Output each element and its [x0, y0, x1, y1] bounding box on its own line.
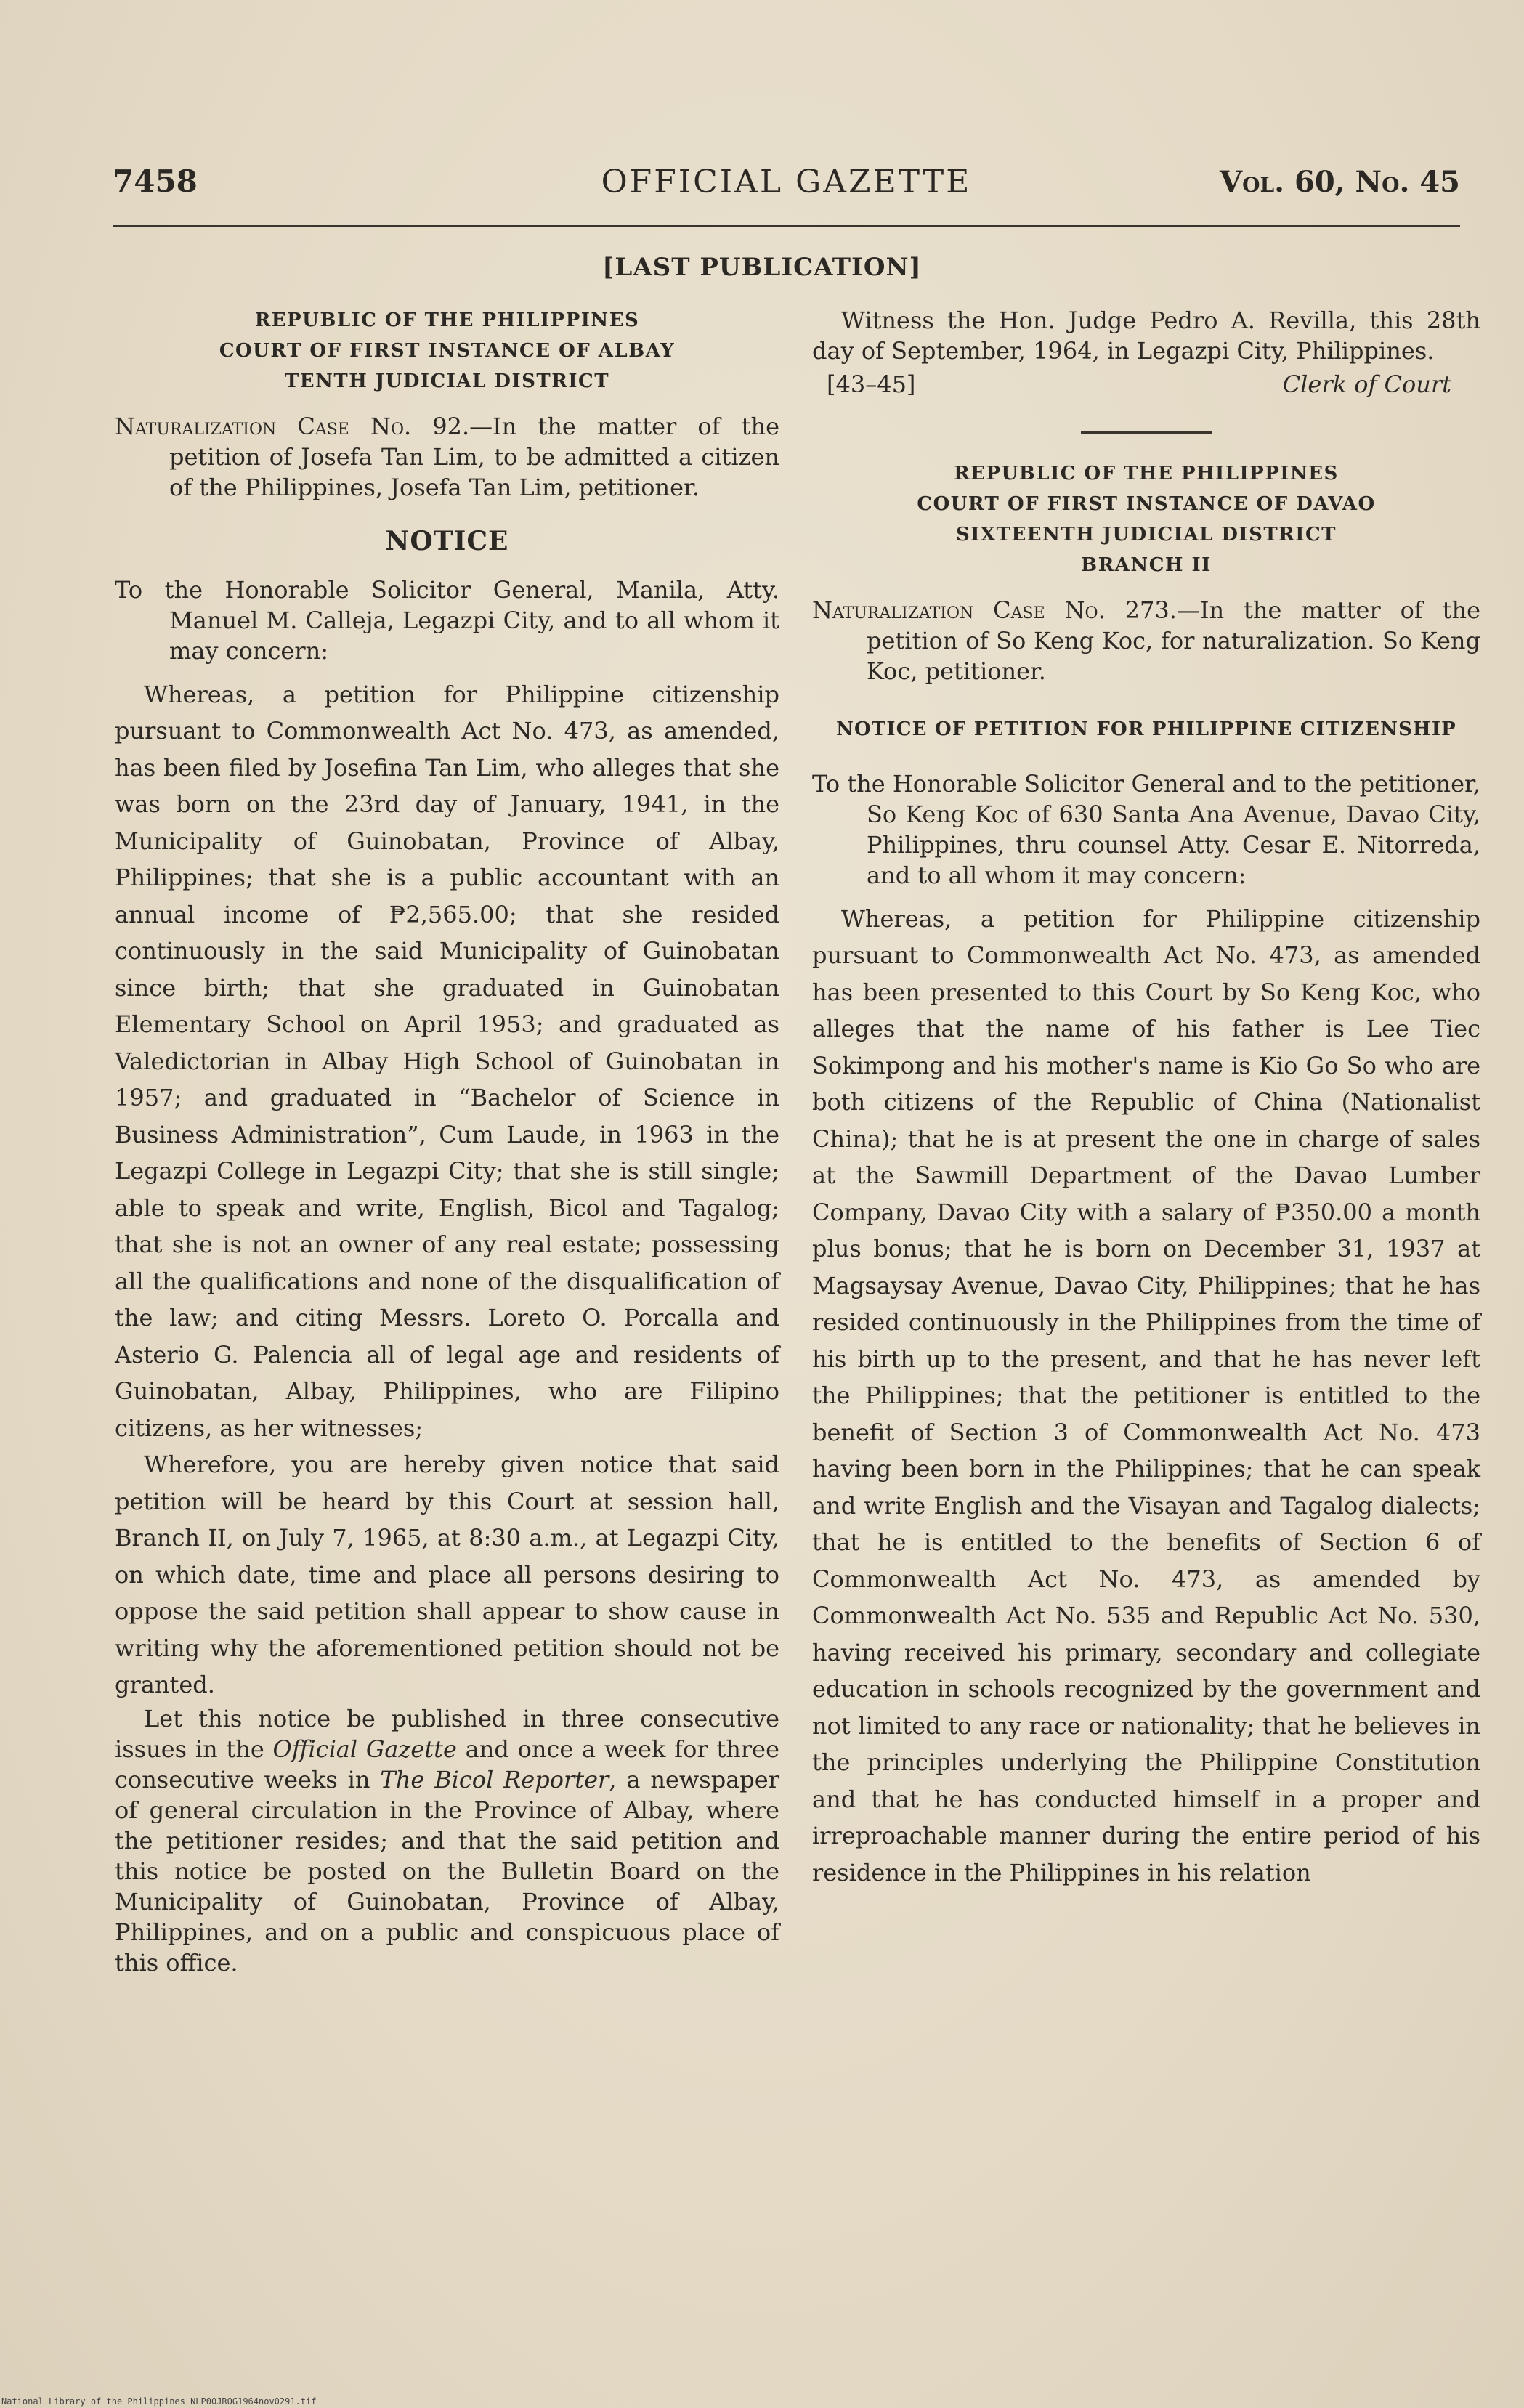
publication-ref: [43–45] [827, 370, 916, 398]
addressees: To the Honorable Solicitor General, Manila, Atty. Manuel M. Calleja, Legazpi City, and to all whom it may concern: [115, 575, 779, 665]
last-publication-label: [LAST PUBLICATION] [602, 253, 922, 282]
right-column [812, 305, 1480, 1891]
wherefore-paragraph: Wherefore, you are hereby given notice that said petition will be heard by this Court at session hall, Branch II, on July 7, 1965, at 8:30 a.m., at Legazpi City, on which date, time and place all persons desiring to oppose the said petition shall appear to show cause in writing why the aforementioned petition should not be granted. [115, 1451, 779, 1698]
notice-heading: NOTICE [385, 526, 509, 556]
header-rule [113, 225, 1460, 227]
section-divider [1081, 431, 1212, 434]
left-column [115, 305, 779, 1978]
clerk-signature: Clerk of Court [1282, 370, 1451, 398]
case-text: —In the matter of the petition of So Keng Koc, for naturalization. So Keng Koc, petitioner. [867, 596, 1481, 685]
italic-title: The Bicol Reporter [380, 1765, 609, 1793]
notice-heading: NOTICE OF PETITION FOR PHILIPPINE CITIZENSHIP [836, 718, 1456, 740]
court-line: BRANCH II [1081, 554, 1212, 576]
case-text: —In the matter of the petition of Josefa Tan Lim, to be admitted a citizen of the Philippines, Josefa Tan Lim, petitioner. [169, 413, 780, 501]
case-caption [115, 411, 779, 503]
court-heading-davao [812, 458, 1480, 580]
text-segment: and once a week for three consecutive weeks in [115, 1735, 780, 1793]
scan-footer: National Library of the Philippines NLP00JROG1964nov0291.tif [1, 2396, 317, 2407]
page-number: 7458 [113, 163, 198, 199]
case-label: Naturalization Case No. 273. [812, 596, 1177, 624]
court-heading-albay [115, 305, 779, 397]
volume-number: Vol. 60, No. 45 [1220, 165, 1460, 199]
case-label: Naturalization Case No. 92. [115, 413, 470, 440]
addressees: To the Honorable Solicitor General and to the petitioner, So Keng Koc of 630 Santa Ana Avenue, Davao City, Philippines, thru counsel Atty. Cesar E. Nitorreda, and to all whom it may concern: [812, 769, 1480, 889]
court-line: REPUBLIC OF THE PHILIPPINES [254, 309, 640, 331]
text-segment: , a newspaper of general circulation in the Province of Albay, where the petitioner resides; and that the said petition and this notice be posted on the Bulletin Board on the Municipality of Guinobatan, Province of Albay, Philippines, and on a public and conspicuous place of this office. [115, 1765, 780, 1977]
court-line: SIXTEENTH JUDICIAL DISTRICT [955, 524, 1337, 546]
whereas-paragraph: Whereas, a petition for Philippine citizenship pursuant to Commonwealth Act No. 473, as amended has been presented to this Court by So Keng Koc, who alleges that the name of his father is Lee Tiec Sokimpong and his mother's name is Kio Go So who are both citizens of the Republic of China (Nationalist China); that he is at present the one in charge of sales at the Sawmill Department of the Davao Lumber Company, Davao City with a salary of ₱350.00 a month plus bonus; that he is born on December 31, 1937 at Magsaysay Avenue, Davao City, Philippines; that he has resided continuously in the Philippines from the time of his birth up to the present, and that he has never left the Philippines; that the petitioner is entitled to the benefit of Section 3 of Commonwealth Act No. 473 having been born in the Philippines; that he can speak and write English and the Visayan and Tagalog dialects; that he is entitled to the benefits of Section 6 of Commonwealth Act No. 473, as amended by Commonwealth Act No. 535 and Republic Act No. 530, having received his primary, secondary and collegiate education in schools recognized by the government and not limited to any race or nationality; that he believes in the principles underlying the Philippine Constitution and that he has conducted himself in a proper and irreproachable manner during the entire period of his residence in the Philippines in his relation [812, 904, 1480, 1886]
witness-paragraph: Witness the Hon. Judge Pedro A. Revilla, this 28th day of September, 1964, in Legazpi City, Philippines. [812, 307, 1480, 365]
court-line: REPUBLIC OF THE PHILIPPINES [954, 463, 1339, 485]
italic-title: Official Gazette [272, 1735, 457, 1763]
court-line: COURT OF FIRST INSTANCE OF ALBAY [219, 340, 676, 362]
court-line: TENTH JUDICIAL DISTRICT [284, 370, 610, 392]
case-caption [812, 595, 1480, 686]
whereas-paragraph: Whereas, a petition for Philippine citizenship pursuant to Commonwealth Act No. 473, as amended, has been filed by Josefina Tan Lim, who alleges that she was born on the 23rd day of January, 1941, in the Municipality of Guinobatan, Province of Albay, Philippines; that she is a public accountant with an annual income of ₱2,565.00; that she resided continuously in the said Municipality of Guinobatan since birth; that she graduated in Guinobatan Elementary School on April 1953; and graduated as Valedictorian in Albay High School of Guinobatan in 1957; and graduated in “Bachelor of Science in Business Administration”, Cum Laude, in 1963 in the Legazpi College in Legazpi City; that she is still single; able to speak and write, English, Bicol and Tagalog; that she is not an owner of any real estate; possessing all the qualifications and none of the disqualification of the law; and citing Messrs. Loreto O. Porcalla and Asterio G. Palencia all of legal age and residents of Guinobatan, Albay, Philippines, who are Filipino citizens, as her witnesses; [115, 680, 779, 1442]
signature-row [812, 366, 1480, 405]
court-line: COURT OF FIRST INSTANCE OF DAVAO [917, 493, 1376, 515]
publication-paragraph [115, 1703, 779, 1978]
text-segment: Let this notice be published in three consecutive issues in the [115, 1704, 779, 1763]
page-header [113, 163, 1460, 207]
publication-title: OFFICIAL GAZETTE [601, 163, 972, 200]
